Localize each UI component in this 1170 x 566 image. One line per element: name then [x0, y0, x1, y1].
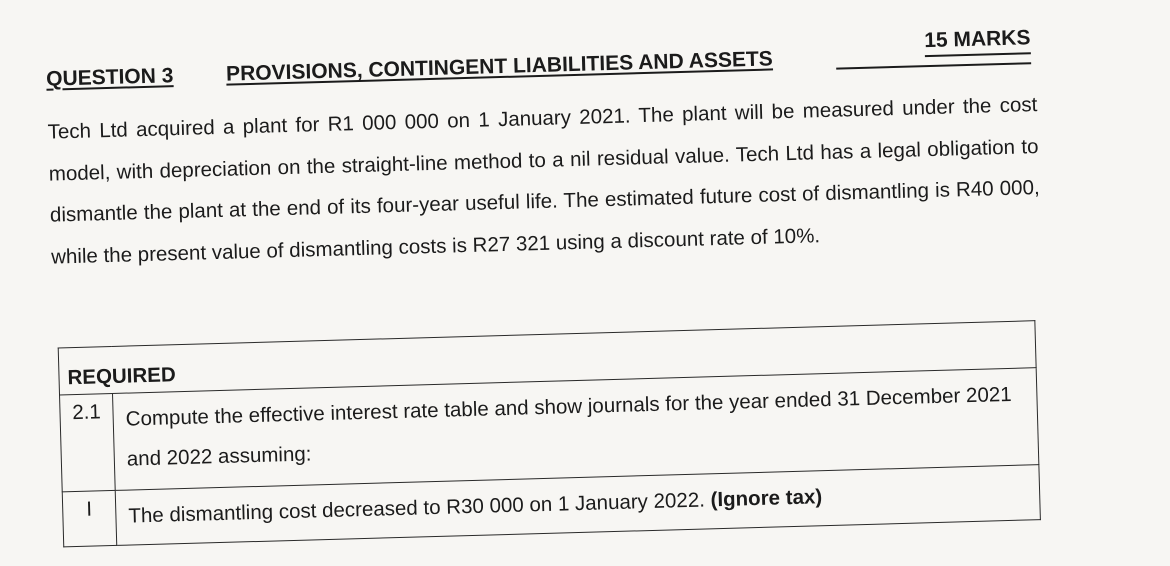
question-title: PROVISIONS, CONTINGENT LIABILITIES AND ASSETS	[225, 47, 774, 86]
question-heading	[45, 26, 1031, 93]
heading-rule	[836, 62, 1031, 69]
required-table	[58, 320, 1041, 547]
row-number: 2.1	[60, 393, 116, 491]
row-text-main: The dismantling cost decreased to R30 000 on 1 January 2022.	[128, 488, 706, 528]
question-paragraph: Tech Ltd acquired a plant for R1 000 000 on 1 January 2021. The plant will be measured under the cost model, with depreciation on the straight-line method to a nil residual value. Tech Ltd has a legal obligation to dismantle the plant at the end of its four-year useful life. The estimated future cost of dismantling is R40 000, while the present value of dismantling costs is R27 321 using a discount rate of 10%.	[47, 93, 1040, 269]
row-text: Compute the effective interest rate table and show journals for the year ended 31 December 2021 and 2022 assuming:	[113, 368, 1039, 491]
question-number: QUESTION 3	[45, 64, 174, 91]
row-text-note: (Ignore tax)	[710, 485, 823, 512]
question-marks: 15 MARKS	[924, 26, 1031, 57]
row-number: I	[62, 490, 117, 546]
required-header: REQUIRED	[58, 321, 1036, 395]
